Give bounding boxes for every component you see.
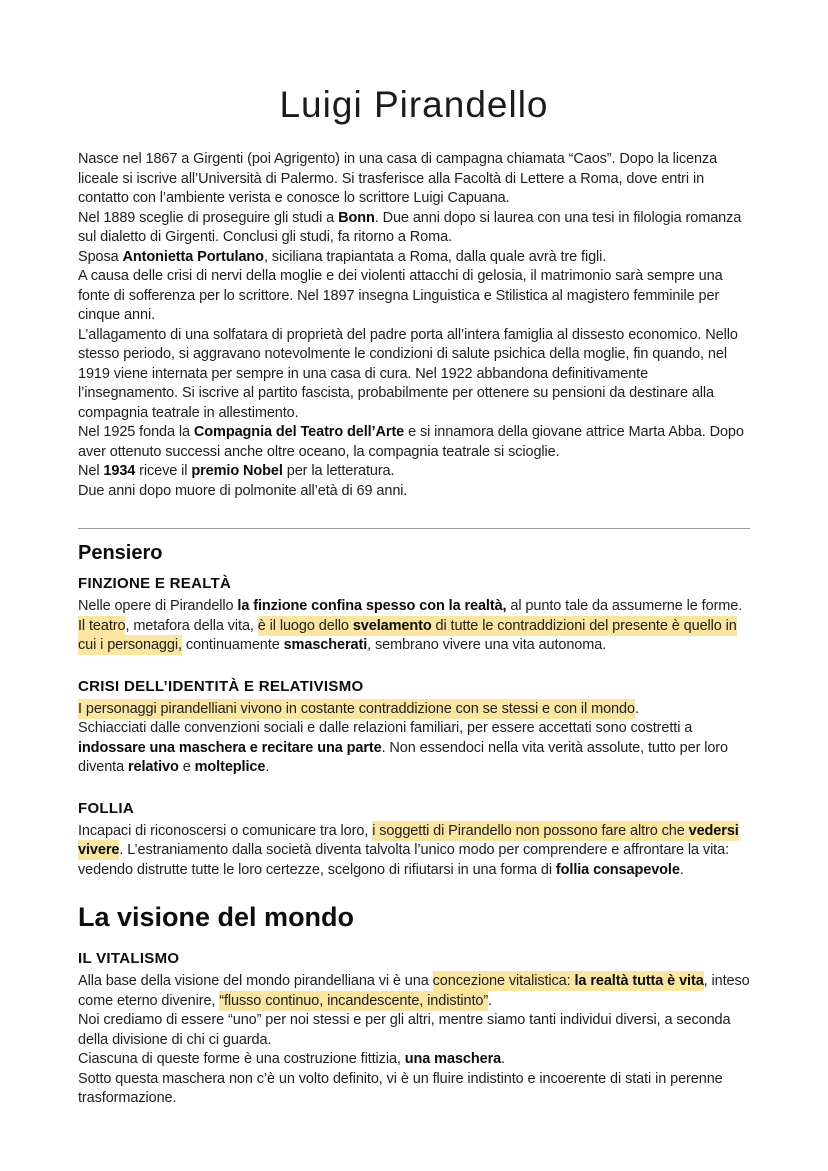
text-run: Sposa	[78, 248, 123, 265]
text-run: al punto tale da assumerne le forme.	[506, 598, 743, 614]
text-run: Due anni dopo muore di polmonite all’età di 69 anni.	[78, 482, 408, 499]
text-run: Nasce nel 1867 a Girgenti (poi Agrigento) in una casa di campagna chiamata “Caos”. Dopo la licenza liceale si iscrive all’Università di Palermo. Si trasferisce alla Facoltà di Lettere a Roma, dove entri in contatto con l’ambiente verista e conosce lo scrittore Luigi Capuana.	[78, 151, 718, 206]
bold-text-run: molteplice	[194, 759, 266, 775]
text-run: L’allagamento di una solfatara di proprietà del padre porta all’intera famiglia al dissesto economico. Nello stesso periodo, si aggravano notevolmente le condizioni di salute psichica della moglie, fin quando, nel 1919 viene internata per sempre in una casa di cura. Nel 1922 abbandona definitivamente l’insegnamento. Si iscrive al partito fascista, probabilmente per ottenere su pensioni da destinare alla compagnia teatrale in allestimento.	[78, 326, 738, 421]
highlighted-text-run: di tutte le contraddizioni del presente è quello in cui i personaggi,	[78, 617, 737, 653]
section-divider	[78, 528, 750, 529]
subsection-il-vitalismo	[78, 950, 750, 1109]
text-run: .	[679, 861, 684, 878]
bold-text-run: smascherati	[283, 637, 368, 653]
text-run: .	[265, 759, 270, 775]
highlighted-text-run: svelamento	[352, 617, 432, 634]
text-run: Incapaci di riconoscersi o comunicare tra loro,	[78, 822, 373, 839]
subsection-finzione-e-realta	[78, 575, 750, 656]
text-run: . Non essendoci nella vita verità assolute, tutto per loro diventa	[78, 739, 728, 775]
bold-text-run: premio Nobel	[191, 463, 283, 479]
text-run: . Due anni dopo si laurea con una tesi in filologia romanza sul dialetto di Girgenti. Conclusi gli studi, fa ritorno a Roma.	[78, 209, 742, 245]
text-run: Nelle opere di Pirandello	[78, 598, 238, 614]
text-run: riceve il	[135, 463, 192, 479]
highlighted-text-run: è il luogo dello	[257, 617, 353, 634]
text-run: continuamente	[181, 637, 284, 653]
text-run: , siciliana trapiantata a Roma, dalla quale avrà tre figli.	[263, 248, 607, 265]
highlighted-text-run: la realtà tutta è vita	[574, 973, 704, 989]
bold-text-run: una maschera	[404, 1051, 502, 1067]
subsection-heading-finzione-e-realta: FINZIONE E REALTÀ	[78, 575, 232, 592]
bold-text-run: la finzione confina spesso con la realtà,	[237, 598, 507, 614]
section-heading-la-visione-del-mondo: La visione del mondo	[78, 902, 355, 932]
text-run: Nel	[78, 463, 104, 479]
text-run: Sotto questa maschera non c’è un volto definito, vi è un fluire indistinto e incoerente di stati in perenne trasformazione.	[78, 1070, 723, 1106]
highlighted-text-run: i soggetti di Pirandello non possono fare altro che	[372, 822, 689, 839]
text-run: A causa delle crisi di nervi della moglie e dei violenti attacchi di gelosia, il matrimonio sarà sempre una fonte di sofferenza per lo scrittore. Nel 1897 insegna Linguistica e Stilistica al magistero femminile per cinque anni.	[78, 268, 723, 323]
paragraph-finzione-e-realta	[78, 597, 750, 656]
bold-text-run: indossare una maschera e recitare una parte	[78, 739, 382, 756]
subsection-heading-follia: FOLLIA	[78, 799, 134, 817]
paragraph-crisi-identita	[78, 700, 750, 778]
subsection-heading-il-vitalismo: IL VITALISMO	[78, 950, 180, 967]
bold-text-run: Antonietta Portulano	[122, 248, 264, 265]
bold-text-run: Compagnia del Teatro dell’Arte	[193, 424, 405, 440]
text-run: Ciascuna di queste forme è una costruzione fittizia,	[78, 1051, 405, 1067]
text-run: Alla base della visione del mondo pirandelliana vi è una	[78, 973, 433, 989]
highlighted-text-run: I personaggi pirandelliani vivono in costante contraddizione con se stessi e con il mondo	[78, 700, 635, 717]
text-run: , inteso come eterno divenire,	[78, 973, 750, 1009]
text-run: Nel 1925 fonda la	[78, 424, 194, 440]
text-run: .	[501, 1051, 506, 1067]
text-run: Noi crediamo di essere “uno” per noi stessi e per gli altri, mentre siamo tanti individui diversi, a seconda della divisione di chi ci guarda.	[78, 1012, 731, 1048]
highlighted-text-run: vedersi vivere	[78, 822, 739, 858]
paragraph-il-vitalismo	[78, 972, 750, 1109]
highlighted-text-run: “flusso continuo, incandescente, indistinto”	[219, 992, 489, 1009]
highlighted-text-run: concezione vitalistica:	[432, 973, 575, 989]
text-run: .	[634, 700, 639, 717]
text-run: , sembrano vivere una vita autonoma.	[367, 637, 607, 653]
bold-text-run: 1934	[103, 463, 136, 479]
bold-text-run: Bonn	[338, 209, 375, 226]
text-run: , metafora della vita,	[125, 617, 258, 634]
text-run: per la letteratura.	[282, 463, 395, 479]
text-run: . L’estraniamento dalla società diventa talvolta l’unico modo per comprendere e affrontare la vita: vedendo distrutte tutte le loro certezze, scelgono di rifiutarsi in una forma di	[78, 842, 730, 878]
bold-text-run: relativo	[128, 759, 179, 775]
subsection-heading-crisi-identita: CRISI DELL’IDENTITÀ E RELATIVISMO	[78, 677, 364, 695]
text-run: .	[488, 992, 493, 1009]
document-title: Luigi Pirandello	[279, 84, 549, 125]
text-run: Schiacciati dalle convenzioni sociali e dalle relazioni familiari, per essere accettati sono costretti a	[78, 720, 693, 736]
subsection-follia	[78, 800, 750, 881]
highlighted-text-run: Il teatro	[78, 617, 126, 634]
text-run: e	[178, 759, 195, 775]
subsection-crisi-identita	[78, 678, 750, 778]
biography-paragraph	[78, 150, 750, 501]
paragraph-follia	[78, 822, 750, 881]
section-heading-pensiero: Pensiero	[78, 542, 163, 564]
text-run: Nel 1889 sceglie di proseguire gli studi a	[78, 209, 339, 226]
text-run: e si innamora della giovane attrice Marta Abba. Dopo aver ottenuto successi anche oltre oceano, la compagnia teatrale si scioglie.	[78, 424, 744, 460]
bold-text-run: follia consapevole	[555, 861, 680, 878]
